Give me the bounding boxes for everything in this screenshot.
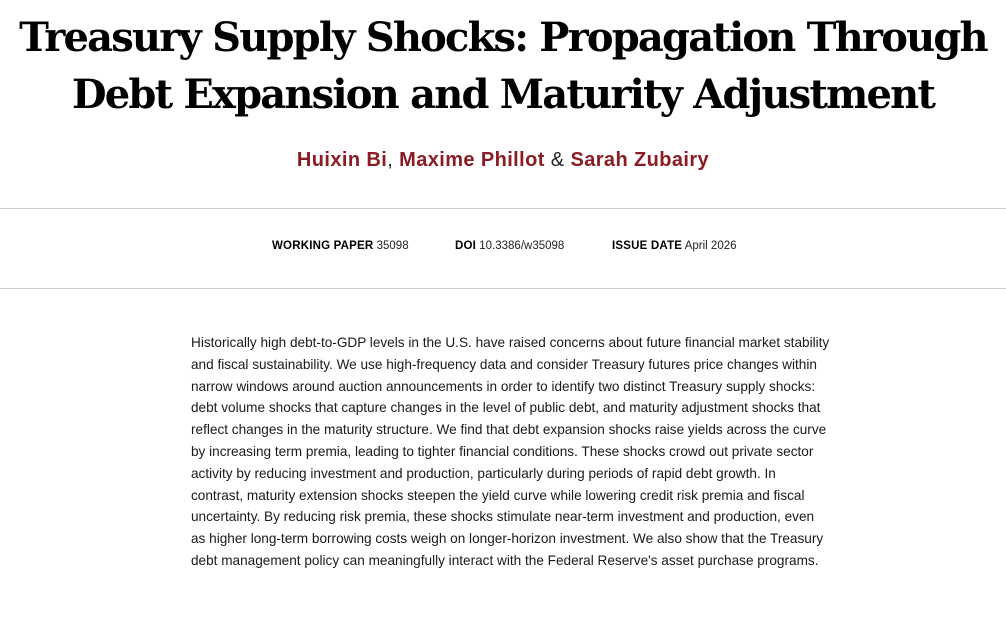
doi-label: DOI [455, 240, 477, 252]
author-link-bi[interactable]: Huixin Bi [296, 149, 388, 171]
doi-value: 10.3386/w35098 [479, 240, 565, 252]
issue-date-label: ISSUE DATE [612, 240, 683, 252]
doi [455, 240, 564, 252]
paper-title [0, 0, 1006, 123]
paper-metadata-band [0, 208, 1006, 289]
issue-date [612, 240, 737, 252]
author-list [0, 148, 1006, 172]
working-paper-label: WORKING PAPER [272, 240, 374, 252]
author-link-zubairy[interactable]: Sarah Zubairy [570, 149, 710, 171]
abstract-text: Historically high debt-to-GDP levels in the U.S. have raised concerns about future financial market stability and fiscal sustainability. We use high-frequency data and consider Treasury futures price changes within narrow windows around auction announcements in order to identify two distinct Treasury supply shocks: debt volume shocks that capture changes in the level of public debt, and maturity adjustment shocks that reflect changes in the maturity structure. We find that debt expansion shocks raise yields across the curve by increasing term premia, leading to tighter financial conditions. These shocks crowd out private sector activity by reducing investment and production, particularly during periods of rapid debt growth. In contrast, maturity extension shocks steepen the yield curve while lowering credit risk premia and fiscal uncertainty. By reducing risk premia, these shocks stimulate near-term investment and production, even as higher long-term borrowing costs weigh on longer-horizon investment. We also show that the Treasury debt management policy can meaningfully interact with the Federal Reserve's asset purchase programs. [191, 335, 830, 568]
working-paper-number [272, 240, 409, 252]
paper-title-line-2: Debt Expansion and Maturity Adjustment [71, 71, 935, 118]
working-paper-value: 35098 [376, 240, 409, 252]
author-separator-comma: , [387, 149, 394, 171]
paper-title-line-1: Treasury Supply Shocks: Propagation Through [19, 14, 987, 61]
author-separator-ampersand: & [550, 149, 565, 171]
author-link-phillot[interactable]: Maxime Phillot [399, 149, 545, 171]
issue-date-value: April 2026 [684, 240, 737, 252]
